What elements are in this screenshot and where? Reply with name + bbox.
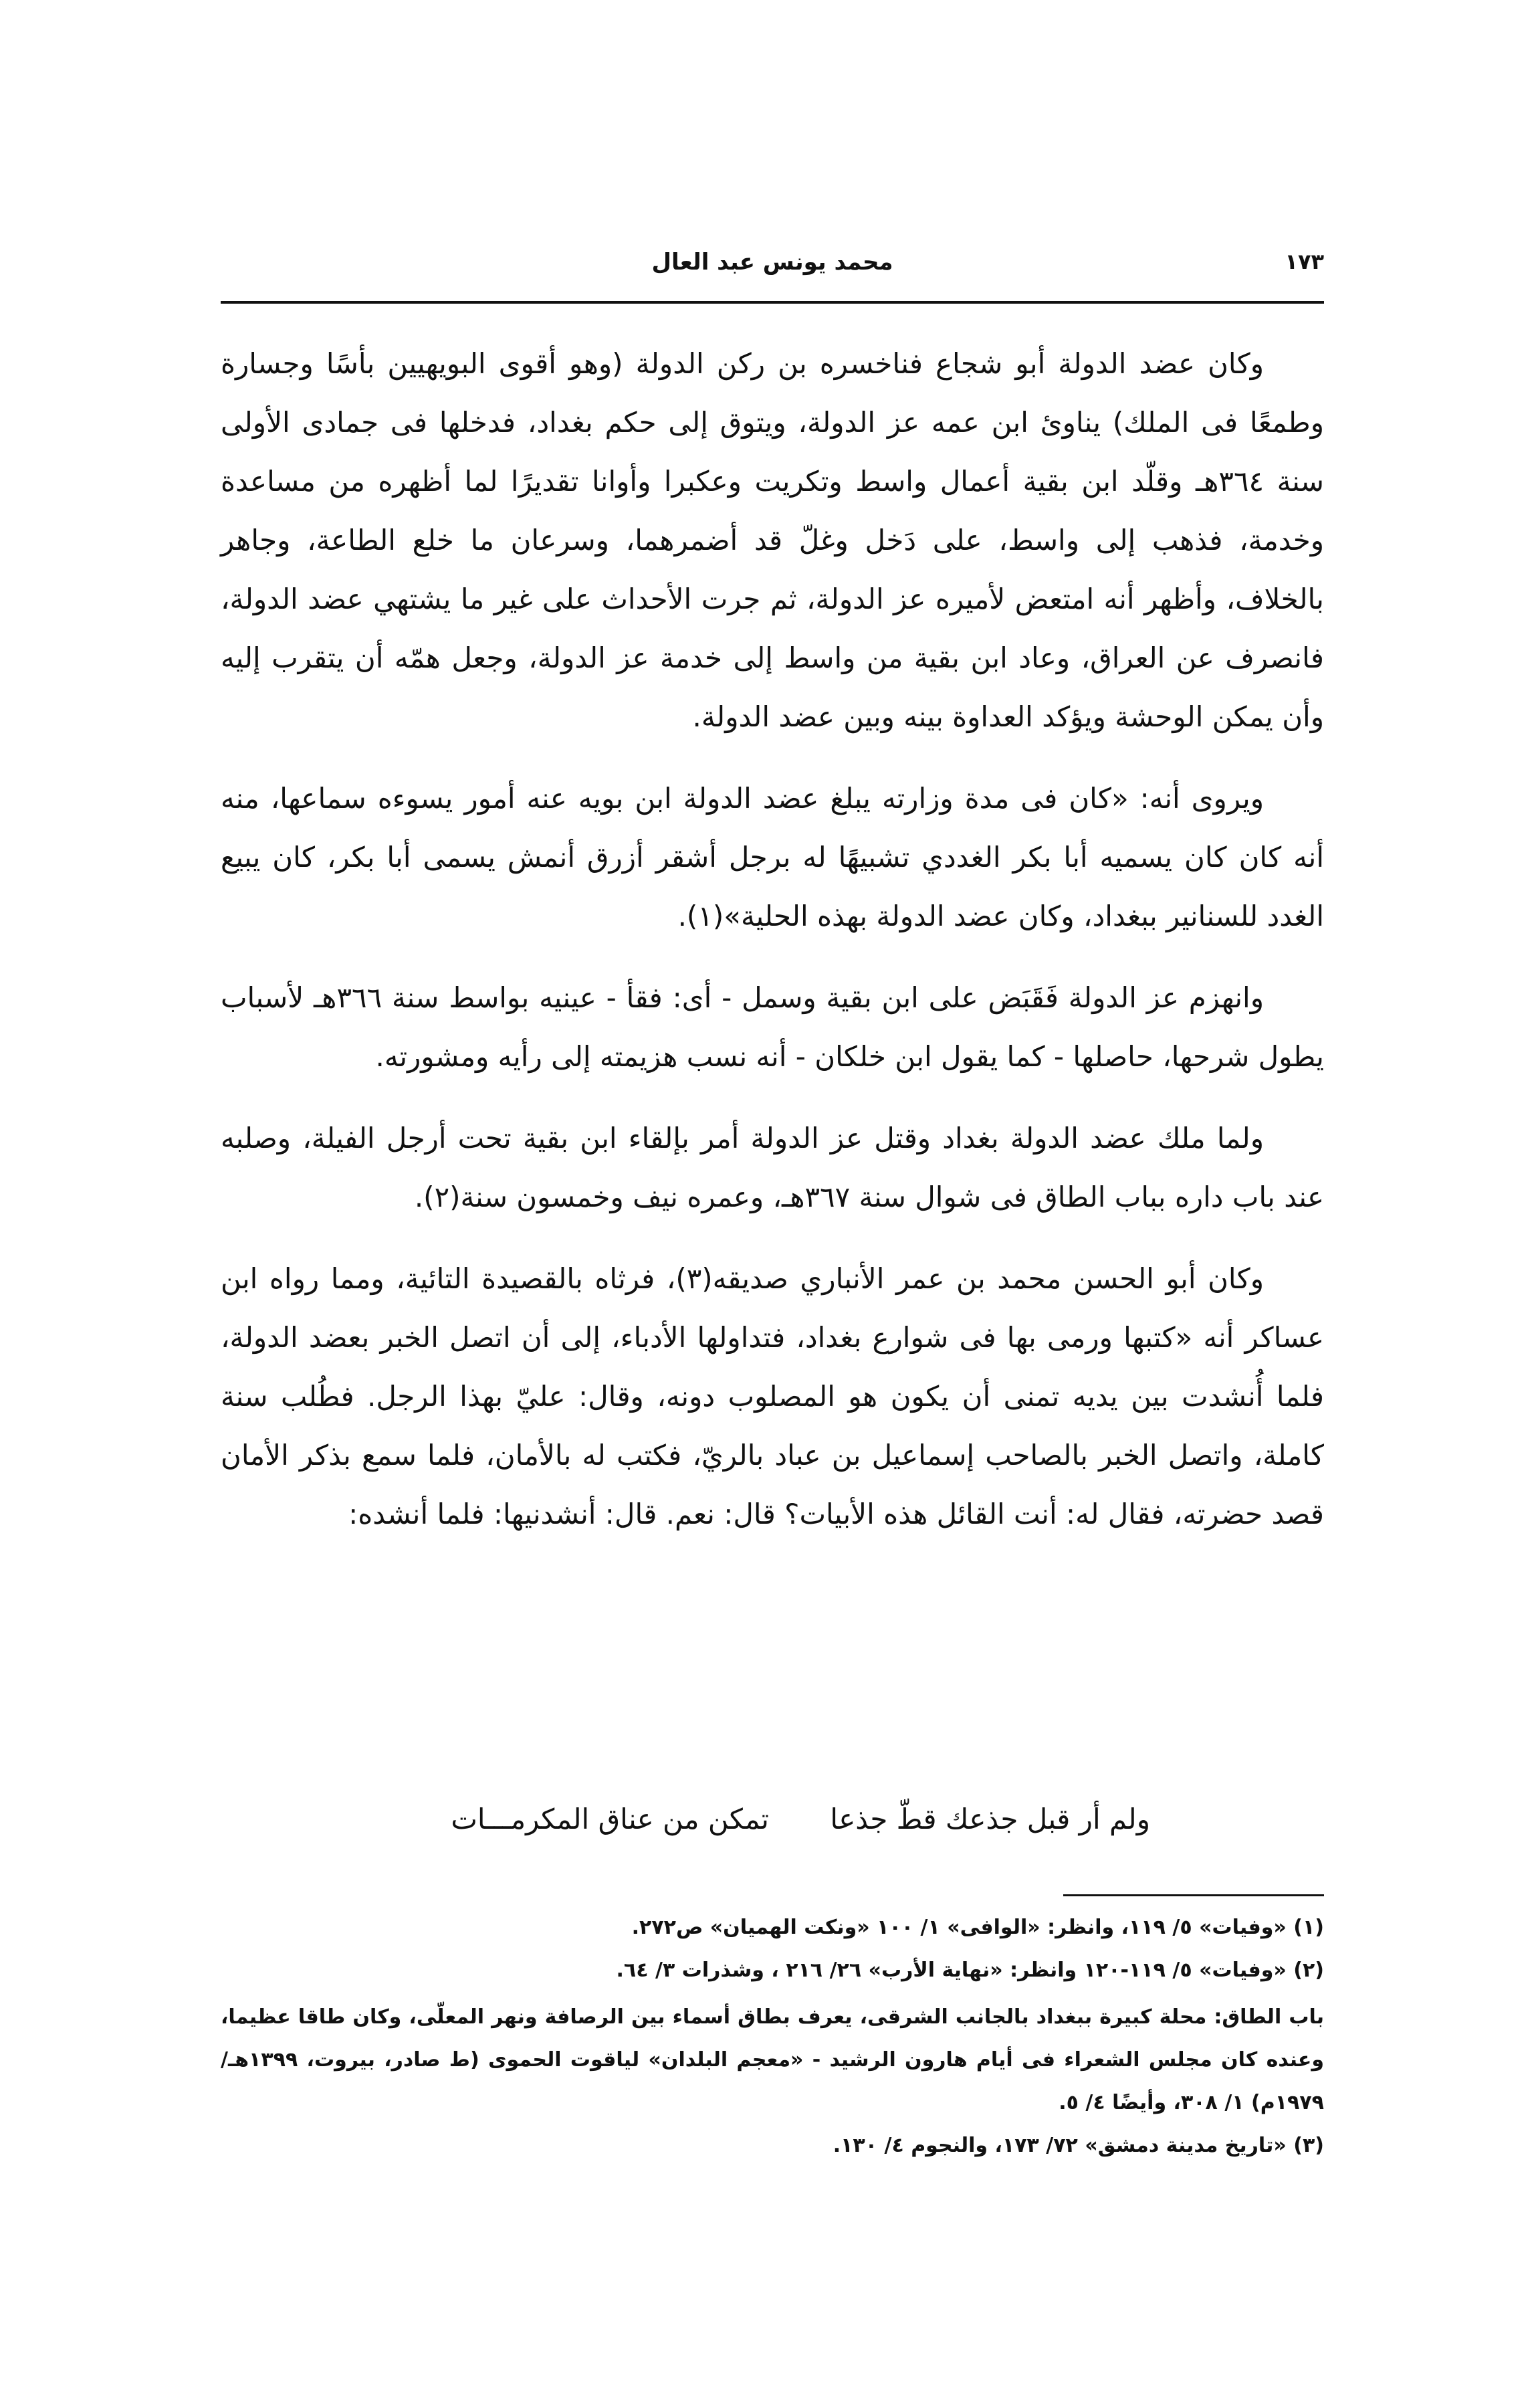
- running-header: [221, 249, 1324, 296]
- paragraph: وانهزم عز الدولة فَقَبَض على ابن بقية وسمل - أى: فقأ - عينيه بواسط سنة ٣٦٦هـ لأسباب يطول شرحها، حاصلها - كما يقول ابن خلكان - أنه نسب هزيمته إلى رأيه ومشورته.: [221, 981, 1324, 1073]
- footnote-separator: [1063, 1894, 1324, 1896]
- paragraph: وكان أبو الحسن محمد بن عمر الأنباري صديقه(٣)، فرثاه بالقصيدة التائية، ومما رواه ابن عساكر أنه «كتبها ورمى بها فى شوارع بغداد، فتداولها الأدباء، إلى أن اتصل الخبر بعضد الدولة، فلما أُنشدت بين يديه تمنى أن يكون هو المصلوب دونه، وقال: عليّ بهذا الرجل. فطُلب سنة كاملة، واتصل الخبر بالصاحب إسماعيل بن عباد بالريّ، فكتب له بالأمان، فلما سمع بذكر الأمان قصد حضرته، فقال له: أنت القائل هذه الأبيات؟ قال: نعم. قال: أنشدنيها: فلما أنشده:: [221, 1262, 1324, 1530]
- poem-verse: [221, 1803, 1324, 1863]
- footnotes: [221, 1906, 1324, 2167]
- verse-first-hemistich: ولم أر قبل جذعك قطّ جذعا: [830, 1803, 1150, 1835]
- footnote: (٣) «تاريخ مدينة دمشق» ٧٢/ ١٧٣، والنجوم ٤/ ١٣٠.: [833, 2134, 1324, 2157]
- running-title: محمد يونس عبد العال: [651, 249, 893, 276]
- footnote: (١) «وفيات» ٥/ ١١٩، وانظر: «الوافى» ١/ ١٠٠ «ونكت الهميان» ص٢٧٢.: [631, 1916, 1324, 1939]
- main-text: [221, 334, 1324, 1567]
- paragraph: ولما ملك عضد الدولة بغداد وقتل عز الدولة أمر بإلقاء ابن بقية تحت أرجل الفيلة، وصلبه عند باب داره بباب الطاق فى شوال سنة ٣٦٧هـ، وعمره نيف وخمسون سنة(٢).: [221, 1122, 1324, 1213]
- header-rule: [221, 301, 1324, 304]
- footnote: (٢) «وفيات» ٥/ ١١٩-١٢٠ وانظر: «نهاية الأرب» ٢٦/ ٢١٦ ، وشذرات ٣/ ٦٤.: [616, 1959, 1324, 1982]
- footnote-note: باب الطاق: محلة كبيرة ببغداد بالجانب الشرقى، يعرف بطاق أسماء بين الرصافة ونهر المعلّى، وكان طاقا عظيما، وعنده كان مجلس الشعراء فى أيام هارون الرشيد - «معجم البلدان» لياقوت الحموى (ط صادر، بيروت، ١٣٩٩هـ/ ١٩٧٩م) ١/ ٣٠٨، وأيضًا ٤/ ٥.: [221, 2005, 1324, 2114]
- paragraph: وكان عضد الدولة أبو شجاع فناخسره بن ركن الدولة (وهو أقوى البويهيين بأسًا وجسارة وطمعًا فى الملك) يناوئ ابن عمه عز الدولة، ويتوق إلى حكم بغداد، فدخلها فى جمادى الأولى سنة ٣٦٤هـ وقلّد ابن بقية أعمال واسط وتكريت وعكبرا وأوانا تقديرًا لما أظهره من مساعدة وخدمة، فذهب إلى واسط، على دَخل وغلّ قد أضمرهما، وسرعان ما خلع الطاعة، وجاهر بالخلاف، وأظهر أنه امتعض لأميره عز الدولة، ثم جرت الأحداث على غير ما يشتهي عضد الدولة، فانصرف عن العراق، وعاد ابن بقية من واسط إلى خدمة عز الدولة، وجعل همّه أن يتقرب إليه وأن يمكن الوحشة ويؤكد العداوة بينه وبين عضد الدولة.: [221, 347, 1324, 733]
- paragraph: ويروى أنه: «كان فى مدة وزارته يبلغ عضد الدولة ابن بويه عنه أمور يسوءه سماعها، منه أنه كان كان يسميه أبا بكر الغددي تشبيهًا له برجل أشقر أزرق أنمش يسمى أبا بكر، كان يبيع الغدد للسنانير ببغداد، وكان عضد الدولة بهذه الحلية»(١).: [221, 782, 1324, 932]
- page-number: ١٧٣: [1285, 249, 1324, 274]
- verse-second-hemistich: تمكن من عناق المكرمـــات: [451, 1803, 769, 1835]
